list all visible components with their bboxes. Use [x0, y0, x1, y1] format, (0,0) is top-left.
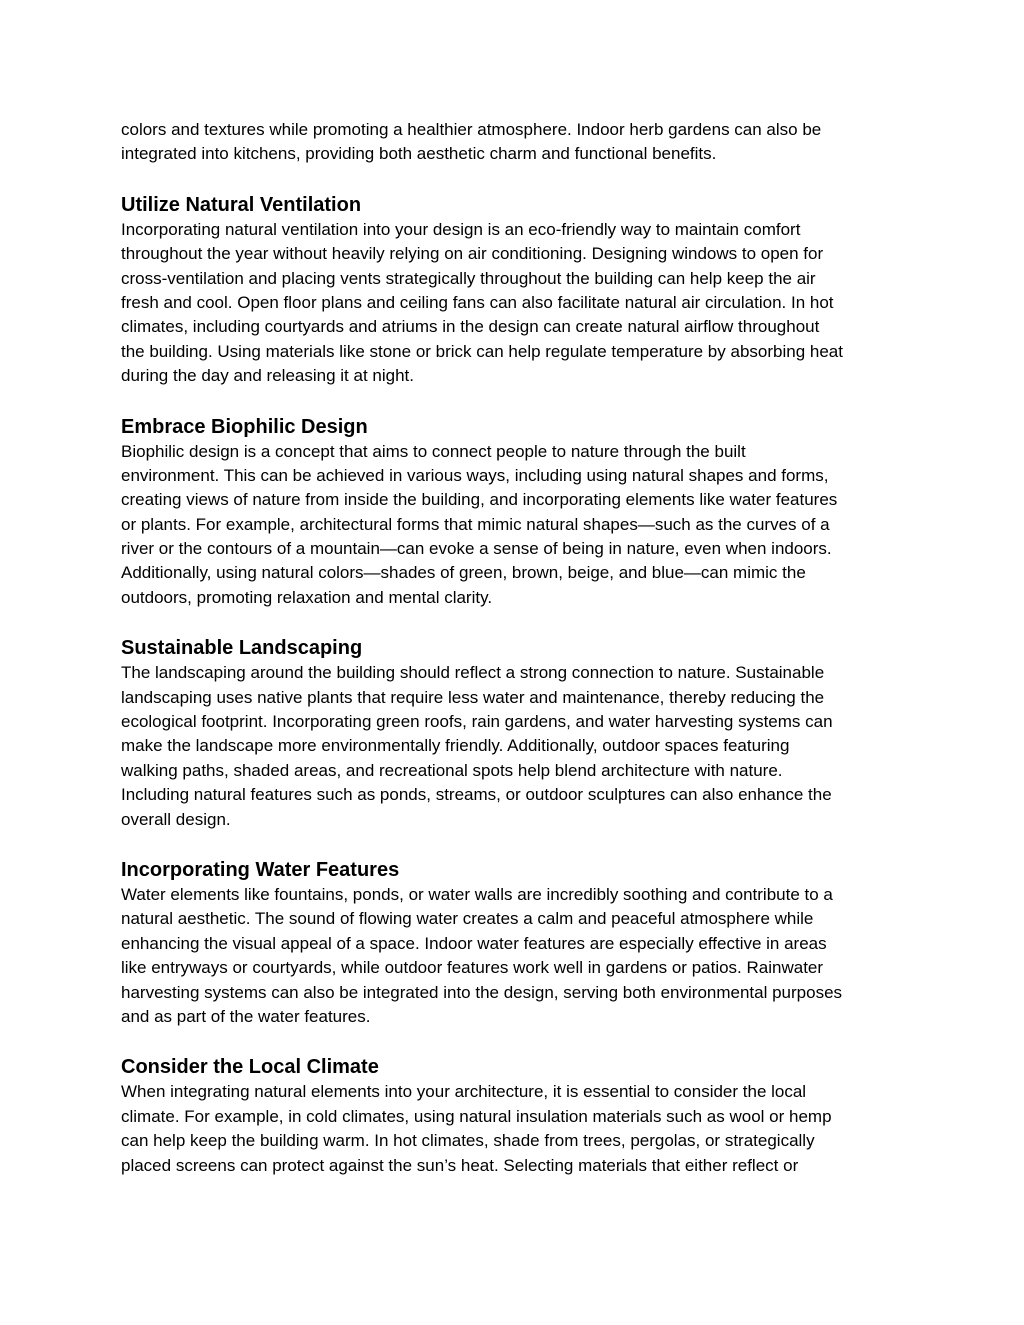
paragraph-line: the building. Using materials like stone or brick can help regulate temperature by absorbing heat — [121, 341, 843, 361]
section-local-climate — [121, 1053, 911, 1178]
section-biophilic-design — [121, 413, 911, 611]
paragraph-line: overall design. — [121, 809, 231, 829]
section-heading: Incorporating Water Features — [121, 858, 400, 881]
paragraph-line: climate. For example, in cold climates, using natural insulation materials such as wool or hemp — [121, 1106, 832, 1126]
paragraph-line: throughout the year without heavily relying on air conditioning. Designing windows to open for — [121, 244, 824, 264]
paragraph-line: harvesting systems can also be integrated into the design, serving both environmental purposes — [121, 982, 843, 1002]
paragraph-line: or plants. For example, architectural forms that mimic natural shapes—such as the curves of a — [121, 514, 830, 534]
section-heading: Consider the Local Climate — [121, 1056, 379, 1079]
paragraph-line: natural aesthetic. The sound of flowing water creates a calm and peaceful atmosphere while — [121, 909, 814, 929]
paragraph-line: during the day and releasing it at night. — [121, 366, 414, 386]
section-heading: Embrace Biophilic Design — [121, 415, 368, 438]
section-heading: Sustainable Landscaping — [121, 637, 363, 660]
paragraph-line: The landscaping around the building should reflect a strong connection to nature. Sustainable — [121, 663, 825, 683]
paragraph-line: Biophilic design is a concept that aims to connect people to nature through the built — [121, 441, 746, 461]
paragraph-line: like entryways or courtyards, while outdoor features work well in gardens or patios. Rainwater — [121, 958, 824, 978]
paragraph-line: make the landscape more environmentally friendly. Additionally, outdoor spaces featuring — [121, 736, 790, 756]
intro-paragraph — [121, 118, 911, 167]
paragraph-line: Additionally, using natural colors—shades of green, brown, beige, and blue—can mimic the — [121, 563, 806, 583]
section-natural-ventilation — [121, 191, 911, 389]
paragraph-line: cross-ventilation and placing vents strategically throughout the building can help keep the air — [121, 268, 816, 288]
paragraph-line: river or the contours of a mountain—can evoke a sense of being in nature, even when indoors. — [121, 539, 832, 559]
paragraph-line: enhancing the visual appeal of a space. Indoor water features are especially effective in areas — [121, 933, 827, 953]
paragraph-line: integrated into kitchens, providing both aesthetic charm and functional benefits. — [121, 144, 717, 164]
paragraph-line: placed screens can protect against the sun’s heat. Selecting materials that either reflect or — [121, 1155, 799, 1175]
paragraph-line: Water elements like fountains, ponds, or water walls are incredibly soothing and contribute to a — [121, 884, 833, 904]
paragraph-line: climates, including courtyards and atriums in the design can create natural airflow throughout — [121, 317, 820, 337]
document-page — [121, 118, 911, 1178]
paragraph-line: colors and textures while promoting a healthier atmosphere. Indoor herb gardens can also be — [121, 120, 822, 139]
paragraph-line: Including natural features such as ponds, streams, or outdoor sculptures can also enhance the — [121, 785, 832, 805]
paragraph-line: creating views of nature from inside the building, and incorporating elements like water features — [121, 490, 838, 510]
paragraph-line: outdoors, promoting relaxation and mental clarity. — [121, 587, 493, 607]
section-water-features — [121, 856, 911, 1029]
paragraph-line: and as part of the water features. — [121, 1006, 371, 1026]
paragraph-line: environment. This can be achieved in various ways, including using natural shapes and forms, — [121, 465, 829, 485]
section-heading: Utilize Natural Ventilation — [121, 193, 362, 216]
section-sustainable-landscaping — [121, 634, 911, 832]
paragraph-line: landscaping uses native plants that require less water and maintenance, thereby reducing the — [121, 687, 825, 707]
paragraph-line: When integrating natural elements into your architecture, it is essential to consider the local — [121, 1082, 807, 1102]
paragraph-line: Incorporating natural ventilation into your design is an eco-friendly way to maintain comfort — [121, 219, 801, 239]
paragraph-line: can help keep the building warm. In hot climates, shade from trees, pergolas, or strategically — [121, 1131, 815, 1151]
paragraph-line: fresh and cool. Open floor plans and ceiling fans can also facilitate natural air circulation. In hot — [121, 292, 834, 312]
paragraph-line: walking paths, shaded areas, and recreational spots help blend architecture with nature. — [121, 760, 783, 780]
paragraph-line: ecological footprint. Incorporating green roofs, rain gardens, and water harvesting systems can — [121, 712, 833, 732]
